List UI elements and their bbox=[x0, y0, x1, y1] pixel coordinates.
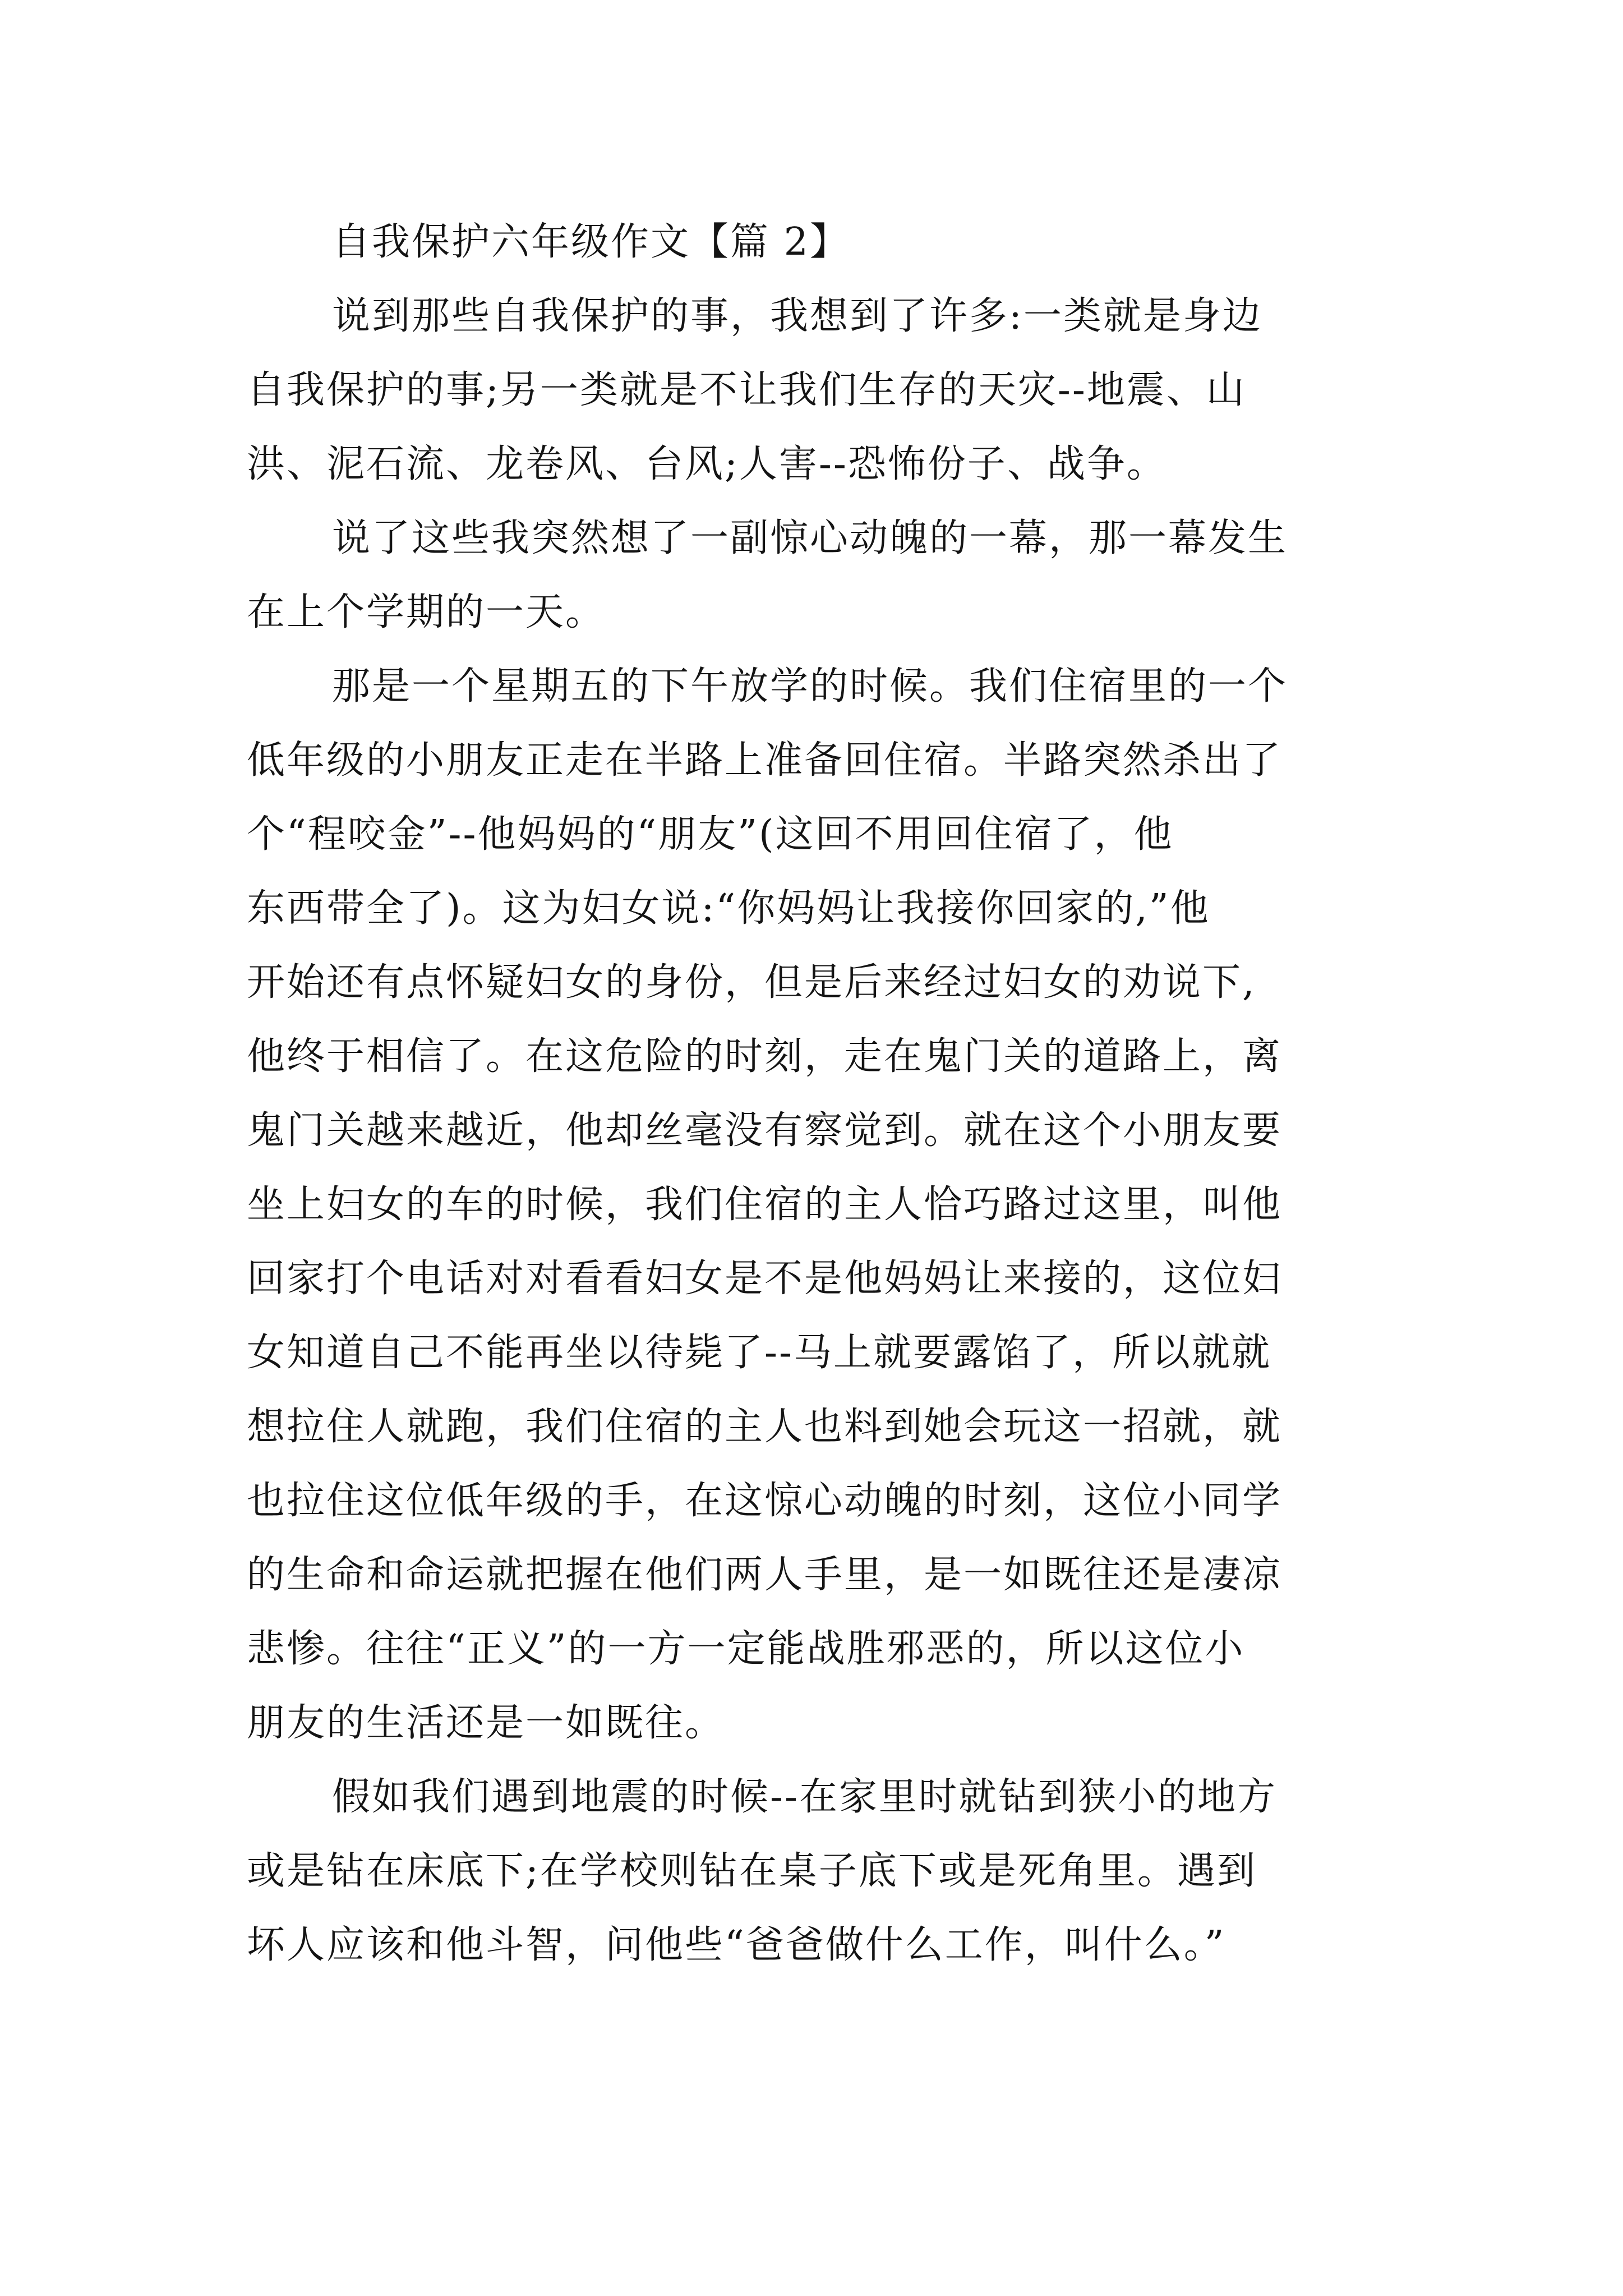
text-line: 假如我们遇到地震的时候--在家里时就钻到狭小的地方 bbox=[332, 1775, 1277, 1819]
document-body bbox=[247, 205, 1391, 1982]
text-line: 坏人应该和他斗智，问他些“爸爸做什么工作，叫什么。” bbox=[247, 1923, 1226, 1967]
paragraph-list bbox=[247, 279, 1391, 1982]
text-line: 也拉住这位低年级的手，在这惊心动魄的时刻，这位小同学 bbox=[247, 1479, 1283, 1523]
text-line: 悲惨。往往“正义”的一方一定能战胜邪恶的，所以这位小 bbox=[247, 1627, 1245, 1671]
paragraph bbox=[247, 501, 1391, 650]
text-line: 回家打个电话对对看看妇女是不是他妈妈让来接的，这位妇 bbox=[247, 1257, 1283, 1301]
paragraph bbox=[247, 650, 1391, 1760]
text-line: 说到那些自我保护的事，我想到了许多:一类就是身边 bbox=[332, 294, 1262, 338]
text-line: 开始还有点怀疑妇女的身份，但是后来经过妇女的劝说下, bbox=[247, 960, 1256, 1005]
text-line: 洪、泥石流、龙卷风、台风;人害--恐怖份子、战争。 bbox=[247, 442, 1166, 486]
document-heading bbox=[247, 205, 1391, 279]
text-line: 东西带全了)。这为妇女说:“你妈妈让我接你回家的,”他 bbox=[247, 886, 1210, 931]
text-line: 想拉住人就跑，我们住宿的主人也料到她会玩这一招就，就 bbox=[247, 1405, 1283, 1449]
text-line: 女知道自己不能再坐以待毙了--马上就要露馅了，所以就就 bbox=[247, 1331, 1271, 1375]
heading-text: 自我保护六年级作文【篇 2】 bbox=[332, 220, 850, 264]
text-line: 他终于相信了。在这危险的时刻，走在鬼门关的道路上，离 bbox=[247, 1034, 1283, 1079]
text-line: 低年级的小朋友正走在半路上准备回住宿。半路突然杀出了 bbox=[247, 738, 1283, 783]
text-line: 朋友的生活还是一如既往。 bbox=[247, 1701, 725, 1745]
text-line: 在上个学期的一天。 bbox=[247, 590, 606, 634]
text-line: 坐上妇女的车的时候，我们住宿的主人恰巧路过这里，叫他 bbox=[247, 1182, 1283, 1227]
paragraph bbox=[247, 1760, 1391, 1982]
text-line: 个“程咬金”--他妈妈的“朋友”(这回不用回住宿了，他 bbox=[247, 812, 1174, 857]
text-line: 那是一个星期五的下午放学的时候。我们住宿里的一个 bbox=[332, 664, 1288, 708]
text-line: 自我保护的事;另一类就是不让我们生存的天灾--地震、山 bbox=[247, 368, 1246, 412]
paragraph bbox=[247, 279, 1391, 501]
text-line: 的生命和命运就把握在他们两人手里，是一如既往还是凄凉 bbox=[247, 1553, 1283, 1597]
text-line: 鬼门关越来越近，他却丝毫没有察觉到。就在这个小朋友要 bbox=[247, 1108, 1283, 1153]
text-line: 或是钻在床底下;在学校则钻在桌子底下或是死角里。遇到 bbox=[247, 1849, 1257, 1893]
text-line: 说了这些我突然想了一副惊心动魄的一幕，那一幕发生 bbox=[332, 516, 1288, 560]
